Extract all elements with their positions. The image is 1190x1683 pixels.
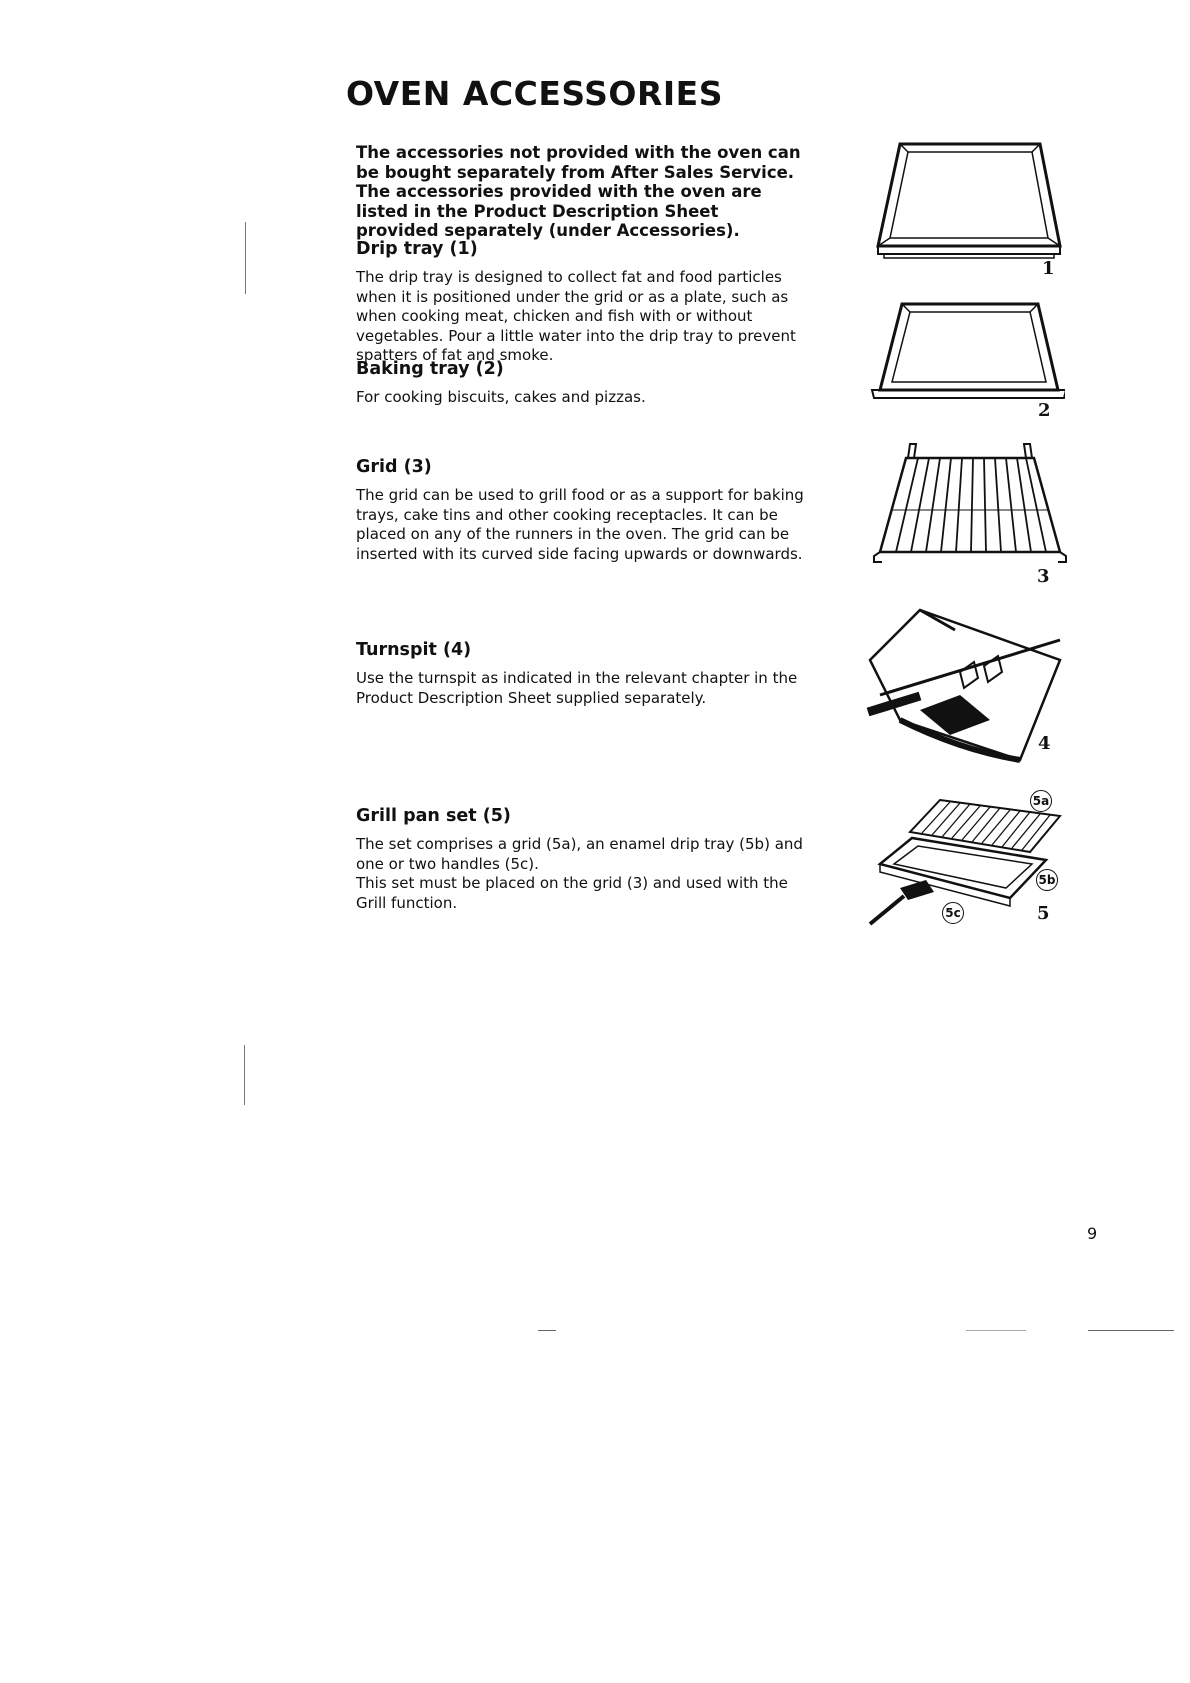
margin-mark — [245, 222, 246, 294]
section-grill-pan-set — [356, 805, 816, 913]
figure-label-5c: 5c — [942, 902, 964, 924]
baking-tray-illustration — [870, 298, 1065, 403]
footer-rule — [1088, 1330, 1174, 1331]
section-body: The grid can be used to grill food or as a support for baking trays, cake tins and other cooking receptacles. It can be placed on any of the runners in the oven. The grid can be inserted with its curved side facing upwards or downwards. — [356, 486, 804, 563]
section-body-2: This set must be placed on the grid (3) and used with the Grill function. — [356, 874, 788, 912]
page-number: 9 — [1087, 1224, 1098, 1243]
section-heading: Grill pan set (5) — [356, 806, 511, 826]
section-turnspit — [356, 639, 816, 708]
section-heading: Grid (3) — [356, 457, 432, 477]
grid-illustration — [870, 440, 1070, 570]
footer-rule — [538, 1330, 556, 1331]
figure-label-2: 2 — [1038, 400, 1051, 421]
section-drip-tray — [356, 238, 816, 366]
section-heading: Turnspit (4) — [356, 640, 472, 660]
figure-label-1: 1 — [1042, 258, 1055, 279]
footer-rule — [966, 1330, 1026, 1331]
figure-label-5: 5 — [1037, 903, 1050, 924]
section-heading: Baking tray (2) — [356, 359, 504, 379]
figure-label-5a: 5a — [1030, 790, 1052, 812]
section-baking-tray — [356, 358, 816, 408]
section-body: The set comprises a grid (5a), an enamel drip tray (5b) and one or two handles (5c). — [356, 835, 803, 873]
drip-tray-illustration — [870, 138, 1065, 263]
intro-paragraph: The accessories not provided with the oven can be bought separately from After Sales Service. The accessories provided with the oven are listed in the Product Description Sheet provided separately (under Accessories). — [356, 143, 801, 240]
page-title: OVEN ACCESSORIES — [346, 74, 723, 113]
section-body: Use the turnspit as indicated in the relevant chapter in the Product Description Sheet supplied separately. — [356, 669, 798, 707]
figure-label-5b: 5b — [1036, 869, 1058, 891]
margin-mark — [244, 1045, 245, 1105]
section-body: The drip tray is designed to collect fat and food particles when it is positioned under the grid or as a plate, such as when cooking meat, chicken and fish with or without vegetables. Pour a little water into the drip tray to prevent spatters of fat and smoke. — [356, 268, 796, 364]
figure-label-3: 3 — [1037, 566, 1050, 587]
section-heading: Drip tray (1) — [356, 239, 478, 259]
figure-label-4: 4 — [1038, 733, 1051, 754]
section-grid — [356, 456, 816, 564]
section-body: For cooking biscuits, cakes and pizzas. — [356, 388, 646, 406]
